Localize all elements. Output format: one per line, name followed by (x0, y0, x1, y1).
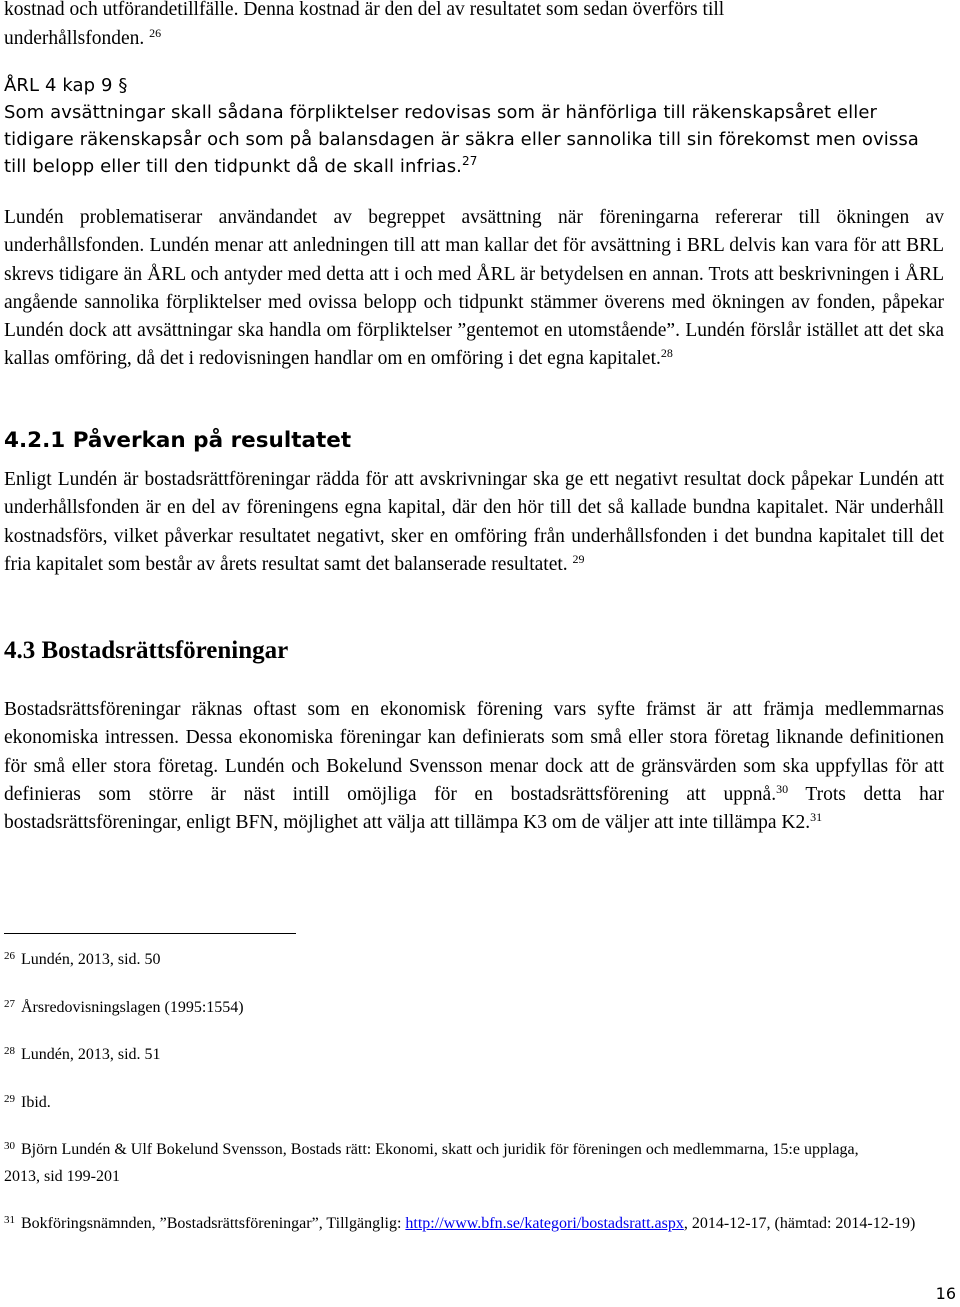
arl-heading: ÅRL 4 kap 9 § (4, 75, 128, 96)
footnote-text: Ibid. (21, 1094, 51, 1111)
lunden-text: Lundén problematiserar användandet av begreppet avsättning när föreningarna refererar till ökningen av underhållsfonden. Lundén menar att anledningen till att man kallar det för avsättning i BRL delvis kan vara för att BRL skrevs tidigare än ÅRL och antyder med detta att i och med ÅRL är betydelsen en annan. Trots att beskrivningen i ÅRL angående sannolika förpliktelser med ovissa belopp och tidpunkt stämmer överens med ökningen av fonden, påpekar Lundén dock att avsättningar ska handla om förpliktelser ”gentemot en utomstående”. Lundén förslår istället att det ska kallas omföring, då det i redovisningen handlar om en omföring i det egna kapitalet. (4, 207, 944, 370)
footnote-text: Björn Lundén & Ulf Bokelund Svensson, Bostads rätt: Ekonomi, skatt och juridik för föreningen och medlemmarna, 15:e upplaga, 2013, sid 199-201 (4, 1141, 859, 1185)
footnote-number: 26 (4, 950, 15, 962)
footnote-number: 31 (4, 1214, 15, 1226)
footnote-separator (4, 933, 296, 934)
footnote-ref-29[interactable]: 29 (572, 551, 585, 566)
footnote-28 (4, 1041, 954, 1068)
footnote-number: 27 (4, 998, 15, 1010)
footnote-31 (4, 1210, 954, 1237)
footnote-ref-28[interactable]: 28 (660, 346, 673, 361)
footnote-number: 29 (4, 1093, 15, 1105)
intro-paragraph (4, 0, 944, 53)
arl-text: Som avsättningar skall sådana förpliktelser redovisas som är hänförliga till räkenskapsåret eller tidigare räkenskapsår och som på balansdagen är säkra eller sannolika till sin förekomst men ovissa till belopp eller till den tidpunkt då de skall infrias. (4, 102, 919, 177)
footnote-ref-26[interactable]: 26 (149, 25, 162, 40)
footnote-text-end: , 2014-12-17, (hämtad: 2014-12-19) (683, 1215, 916, 1232)
footnote-text: Årsredovisningslagen (1995:1554) (21, 999, 244, 1016)
section-4-2-1-text: Enligt Lundén är bostadsrättföreningar rädda för att avskrivningar ska ge ett negativt resultat dock påpekar Lundén att underhållsfonden är en del av föreningens egna kapital, där den hör till det så kallade bundna kapitalet. När underhåll kostnadsförs, vilket påverkar resultatet negativt, sker en omföring från underhållsfonden i det bundna kapitalet till det fria kapitalet som består av årets resultat samt det balanserade resultatet. (4, 469, 944, 575)
section-4-2-1-paragraph (4, 466, 944, 579)
section-4-3-text-a: Bostadsrättsföreningar räknas oftast som en ekonomisk förening vars syfte främst är att främja medlemmarnas ekonomiska intressen. Dessa ekonomiska föreningar kan definierats som små eller stora företag liknande definitionen för små eller stora företag. Lundén och Bokelund Svensson menar dock att de gränsvärden som ska uppfyllas för att definieras som större är näst intill omöjliga för en bostadsrättsförening att uppnå. (4, 699, 944, 805)
bfn-link[interactable]: http://www.bfn.se/kategori/bostadsratt.aspx (405, 1215, 684, 1232)
footnote-text: Bokföringsnämnden, ”Bostadsrättsföreningar”, Tillgänglig: (21, 1215, 406, 1232)
intro-line-2: underhållsfonden. (4, 27, 145, 49)
footnote-ref-30[interactable]: 30 (776, 781, 789, 796)
footnote-number: 28 (4, 1045, 15, 1057)
footnote-29 (4, 1089, 954, 1116)
section-4-3-heading: 4.3 Bostadsrättsföreningar (4, 637, 289, 664)
section-4-3-text-b: Trots detta har bostadsrättsföreningar, enligt BFN, möjlighet att välja att tillämpa K3 om de väljer att inte tillämpa K2. (4, 783, 944, 834)
footnote-text: Lundén, 2013, sid. 50 (21, 951, 161, 968)
lunden-paragraph (4, 204, 944, 374)
intro-line-1: kostnad och utförandetillfälle. Denna kostnad är den del av resultatet som sedan överförs till (4, 0, 725, 20)
page-number: 16 (935, 1284, 956, 1303)
footnote-number: 30 (4, 1140, 15, 1152)
footnote-27 (4, 994, 954, 1021)
footnote-ref-31[interactable]: 31 (810, 810, 823, 825)
footnote-text: Lundén, 2013, sid. 51 (21, 1046, 161, 1063)
section-4-3-paragraph (4, 696, 944, 837)
section-4-2-1-heading: 4.2.1 Påverkan på resultatet (4, 428, 352, 453)
footnote-30 (4, 1136, 864, 1190)
footnote-ref-27[interactable]: 27 (462, 154, 478, 168)
arl-quote (4, 72, 944, 180)
footnote-26 (4, 946, 954, 973)
